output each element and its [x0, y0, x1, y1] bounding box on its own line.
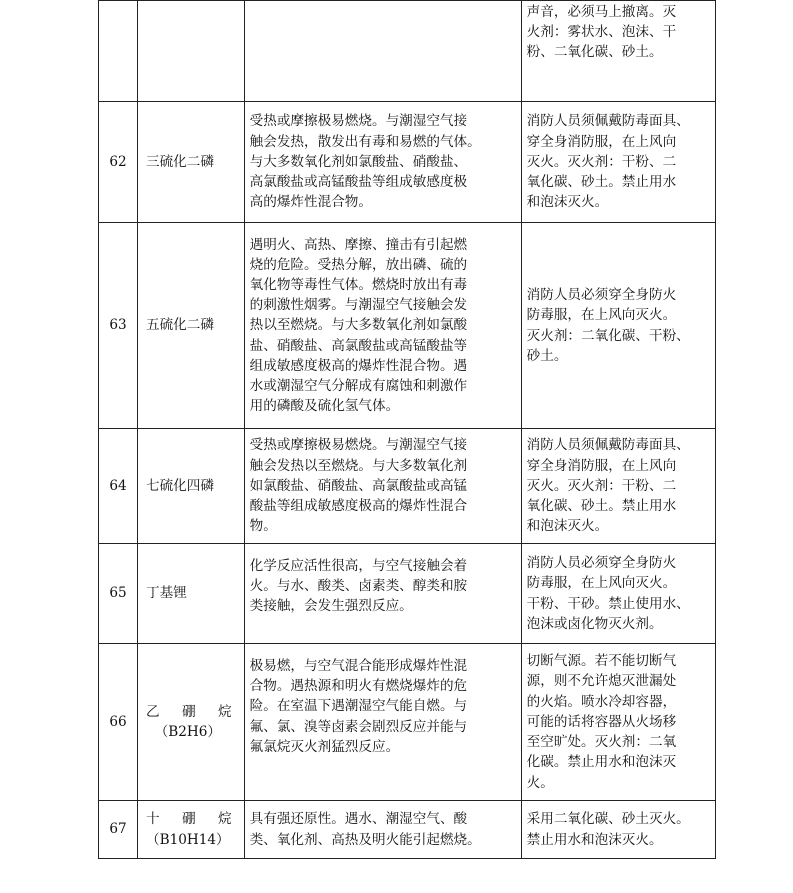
measure-line: 防毒服，在上风向灭火。: [526, 307, 677, 324]
measure-line: 和泡沫灭火。: [526, 518, 609, 535]
measure-line: 采用二氧化碳、砂土灭火。: [526, 811, 690, 828]
hazard-line: 合物。遇热源和明火有燃烧爆炸的危: [249, 678, 468, 695]
table-row: [99, 223, 716, 429]
table-row: [99, 801, 716, 859]
measure-line: 火。: [526, 774, 554, 791]
row-number: 67: [99, 801, 138, 859]
firefighting-measures: [521, 544, 715, 644]
row-number: 65: [99, 544, 138, 644]
hazard-line: 触会发热，散发出有毒和易燃的气体。: [249, 133, 481, 150]
chemical-name: 七硫化四磷: [138, 429, 245, 544]
measure-line: 防毒服，在上风向灭火。: [526, 575, 677, 592]
firefighting-measures: [521, 1, 715, 102]
hazard-line: 类接触，会发生强烈反应。: [249, 598, 413, 615]
hazard-description: [244, 102, 521, 223]
chemical-name: 丁基锂: [138, 544, 245, 644]
hazard-line: 组成敏感度极高的爆炸性混合物。遇: [249, 357, 468, 374]
hazard-description: [244, 544, 521, 644]
chemical-formula: （B2H6）: [154, 724, 221, 740]
measure-line: 氧化碳、砂土。禁止用水: [526, 498, 677, 515]
measure-line: 可能的话将容器从火场移: [526, 713, 677, 730]
table-body: [99, 1, 716, 859]
firefighting-measures: [521, 102, 715, 223]
hazard-line: 如氯酸盐、硝酸盐、高氯酸盐或高锰: [249, 477, 468, 494]
hazard-line: 化学反应活性很高，与空气接触会着: [249, 558, 468, 574]
firefighting-measures: [521, 223, 715, 429]
measure-line: 砂土。: [526, 347, 568, 364]
hazard-line: 类、氧化剂、高热及明火能引起燃烧。: [249, 831, 481, 848]
hazard-line: 火。与水、酸类、卤素类、醇类和胺: [249, 578, 468, 595]
firefighting-measures: [521, 429, 715, 544]
hazard-description: [244, 429, 521, 544]
hazard-line: 具有强还原性。遇水、潮湿空气、酸: [249, 811, 468, 828]
measure-line: 灭火剂：二氧化碳、干粉、: [526, 327, 690, 344]
chemical-name: 五硫化二磷: [138, 223, 245, 429]
measure-line: 禁止用水和泡沫灭火。: [526, 831, 663, 848]
hazard-description: [244, 1, 521, 102]
measure-line: 穿全身消防服，在上风向: [526, 133, 677, 150]
hazard-line: 受热或摩擦极易燃烧。与潮湿空气接: [249, 437, 468, 454]
row-number: 63: [99, 223, 138, 429]
measure-line: 灭火。灭火剂：干粉、二: [526, 153, 677, 170]
firefighting-measures: [521, 644, 715, 801]
measure-line: 氧化碳、砂土。禁止用水: [526, 174, 677, 191]
hazard-line: 氟氯烷灭火剂猛烈反应。: [249, 738, 400, 755]
chemical-name-cell: [138, 644, 245, 801]
measure-line: 和泡沫灭火。: [526, 194, 609, 211]
hazard-table-sheet: [98, 0, 716, 859]
hazard-line: 盐、硝酸盐、高氯酸盐或高锰酸盐等: [249, 337, 468, 354]
hazard-line: 极易燃，与空气混合能形成爆炸性混: [249, 658, 468, 674]
table-row: [99, 429, 716, 544]
measure-line: 泡沫或卤化物灭火剂。: [526, 615, 663, 632]
row-number: 64: [99, 429, 138, 544]
measure-line: 消防人员须佩戴防毒面具、: [526, 437, 690, 454]
hazard-description: [244, 223, 521, 429]
hazard-line: 险。在室温下遇潮湿空气能自燃。与: [249, 698, 468, 715]
hazard-line: 用的磷酸及硫化氢气体。: [249, 398, 400, 415]
chemical-name: 十硼烷: [146, 811, 232, 828]
chemical-name-cell: [138, 801, 245, 859]
hazard-description: [244, 801, 521, 859]
hazard-line: 氧化物等毒性气体。燃烧时放出有毒: [249, 276, 468, 293]
measure-line: 切断气源。若不能切断气: [526, 653, 677, 670]
hazard-line: 高的爆炸性混合物。: [249, 194, 372, 211]
hazard-line: 酸盐等组成敏感度极高的爆炸性混合: [249, 498, 468, 515]
measure-line: 灭火。灭火剂：干粉、二: [526, 477, 677, 494]
table-row: [99, 544, 716, 644]
chemical-name: [138, 1, 245, 102]
measure-line: 化碳。禁止用水和泡沫灭: [526, 754, 677, 771]
row-number: 66: [99, 644, 138, 801]
hazard-line: 触会发热以至燃烧。与大多数氧化剂: [249, 457, 468, 474]
measure-line: 消防人员须佩戴防毒面具、: [526, 113, 690, 130]
hazard-line: 与大多数氧化剂如氯酸盐、硝酸盐、: [249, 153, 468, 170]
hazard-line: 受热或摩擦极易燃烧。与潮湿空气接: [249, 113, 468, 130]
measure-line: 火剂：雾状水、泡沫、干: [526, 24, 677, 41]
row-number: [99, 1, 138, 102]
measure-line: 粉、二氧化碳、砂土。: [526, 44, 663, 61]
chemical-formula: （B10H14）: [146, 831, 230, 848]
table-row: [99, 1, 716, 102]
hazard-description: [244, 644, 521, 801]
hazard-line: 氟、氯、溴等卤素会剧烈反应并能与: [249, 718, 468, 735]
firefighting-measures: [521, 801, 715, 859]
measure-line: 的火焰。喷水冷却容器，: [526, 693, 677, 710]
row-number: 62: [99, 102, 138, 223]
hazard-table: [98, 0, 716, 859]
measure-line: 声音，必须马上撤离。灭: [526, 4, 677, 20]
chemical-name: 三硫化二磷: [138, 102, 245, 223]
hazard-line: 的刺激性烟雾。与潮湿空气接触会发: [249, 297, 468, 314]
hazard-line: 热以至燃烧。与大多数氧化剂如氯酸: [249, 317, 468, 334]
table-row: [99, 102, 716, 223]
chemical-name: 乙硼烷: [146, 703, 232, 720]
hazard-line: 高氯酸盐或高锰酸盐等组成敏感度极: [249, 174, 468, 191]
hazard-line: 水或潮湿空气分解成有腐蚀和刺激作: [249, 378, 468, 394]
hazard-line: 遇明火、高热、摩擦、撞击有引起燃: [249, 236, 468, 253]
measure-line: 至空旷处。灭火剂：二氧: [526, 734, 677, 751]
measure-line: 干粉、干砂。禁止使用水、: [526, 595, 690, 612]
measure-line: 消防人员必须穿全身防火: [526, 287, 677, 304]
measure-line: 穿全身消防服，在上风向: [526, 457, 677, 474]
table-row: [99, 644, 716, 801]
measure-line: 消防人员必须穿全身防火: [526, 555, 677, 572]
hazard-line: 烧的危险。受热分解，放出磷、硫的: [249, 256, 468, 273]
measure-line: 源，则不允许熄灭泄漏处: [526, 673, 677, 690]
hazard-line: 物。: [249, 518, 277, 535]
